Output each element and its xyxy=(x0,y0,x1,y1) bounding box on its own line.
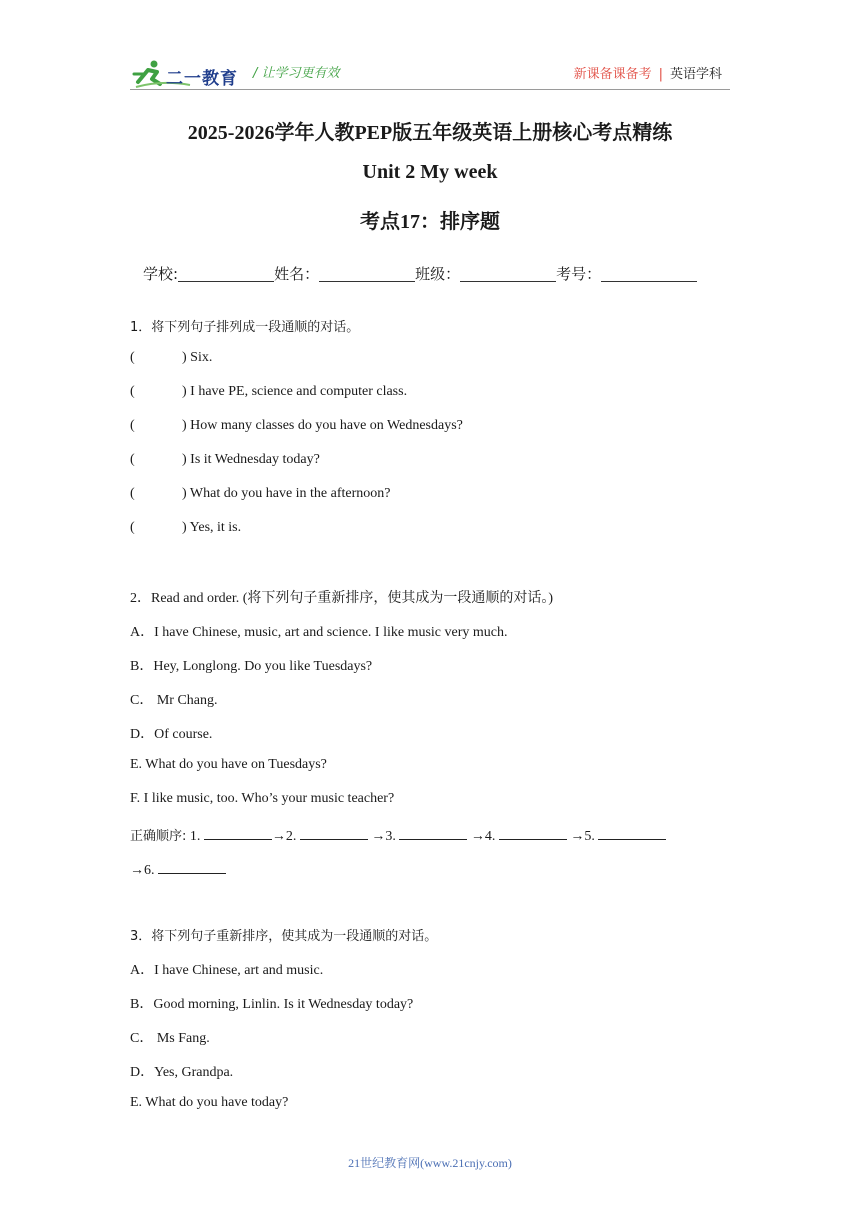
q2-option: E. What do you have on Tuesdays? xyxy=(130,757,327,772)
header-divider xyxy=(130,89,730,90)
q2-option: B．Hey, Longlong. Do you like Tuesdays? xyxy=(130,659,373,674)
q2-stem: 2．Read and order. (将下列句子重新排序，使其成为一段通顺的对话。) xyxy=(130,591,554,606)
order-label: 正确顺序: xyxy=(130,829,187,844)
q1-item: ( ) How many classes do you have on Wednesdays? xyxy=(130,418,463,433)
q3-option: B．Good morning, Linlin. Is it Wednesday today? xyxy=(130,997,414,1012)
doc-title: 2025-2026学年人教PEP版五年级英语上册核心考点精练 xyxy=(187,122,673,144)
unit-title: Unit 2 My week xyxy=(362,161,498,183)
class-label: 班级： xyxy=(415,265,461,283)
q2-option: A．I have Chinese, music, art and science. I like music very much. xyxy=(130,625,508,640)
q3-option: A．I have Chinese, art and music. xyxy=(130,963,324,978)
q3-option: D．Yes, Grandpa. xyxy=(130,1065,234,1080)
header-right xyxy=(574,63,722,82)
number-label: 考号： xyxy=(556,265,602,283)
q2-option: F. I like music, too. Who’s your music teacher? xyxy=(130,791,395,806)
header-slogan: / 让学习更有效 xyxy=(253,66,340,81)
q1-item: ( ) I have PE, science and computer class. xyxy=(130,384,408,399)
answer-blank[interactable] xyxy=(204,825,272,840)
page-header xyxy=(0,0,860,95)
school-field[interactable] xyxy=(178,263,274,282)
q1-item: ( ) Is it Wednesday today? xyxy=(130,452,320,467)
q1-stem: 1．将下列句子排列成一段通顺的对话。 xyxy=(130,320,360,335)
header-subject: 英语学科 xyxy=(669,67,722,82)
header-separator: | xyxy=(658,67,663,82)
q2-order-row: 正确顺序: 1. →2. →3. →4. →5. xyxy=(130,825,666,845)
q2-option: C． Mr Chang. xyxy=(130,693,218,708)
topic-title: 考点17：排序题 xyxy=(360,211,500,233)
class-field[interactable] xyxy=(460,263,556,282)
name-field[interactable] xyxy=(319,263,415,282)
brand-logo xyxy=(132,58,250,90)
q2-order-row-2: →6. xyxy=(130,859,226,879)
q2-option: D．Of course. xyxy=(130,727,213,742)
student-info-row xyxy=(143,263,697,284)
answer-blank[interactable] xyxy=(399,825,467,840)
q3-stem: 3．将下列句子重新排序，使其成为一段通顺的对话。 xyxy=(130,929,438,944)
name-label: 姓名： xyxy=(274,265,320,283)
school-label: 学校: xyxy=(143,265,179,283)
answer-blank[interactable] xyxy=(598,825,666,840)
q3-option: E. What do you have today? xyxy=(130,1095,289,1110)
number-field[interactable] xyxy=(601,263,697,282)
q1-item: ( ) What do you have in the afternoon? xyxy=(130,486,391,501)
answer-blank[interactable] xyxy=(300,825,368,840)
footer-link[interactable]: 21世纪教育网(www.21cnjy.com) xyxy=(348,1156,512,1170)
logo-text: 二一教育 xyxy=(166,69,238,89)
answer-blank[interactable] xyxy=(158,859,226,874)
q3-option: C． Ms Fang. xyxy=(130,1031,210,1046)
header-course-text: 新课备课备考 xyxy=(573,67,652,82)
q1-item: ( ) Six. xyxy=(130,350,213,365)
q1-item: ( ) Yes, it is. xyxy=(130,520,242,535)
answer-blank[interactable] xyxy=(499,825,567,840)
